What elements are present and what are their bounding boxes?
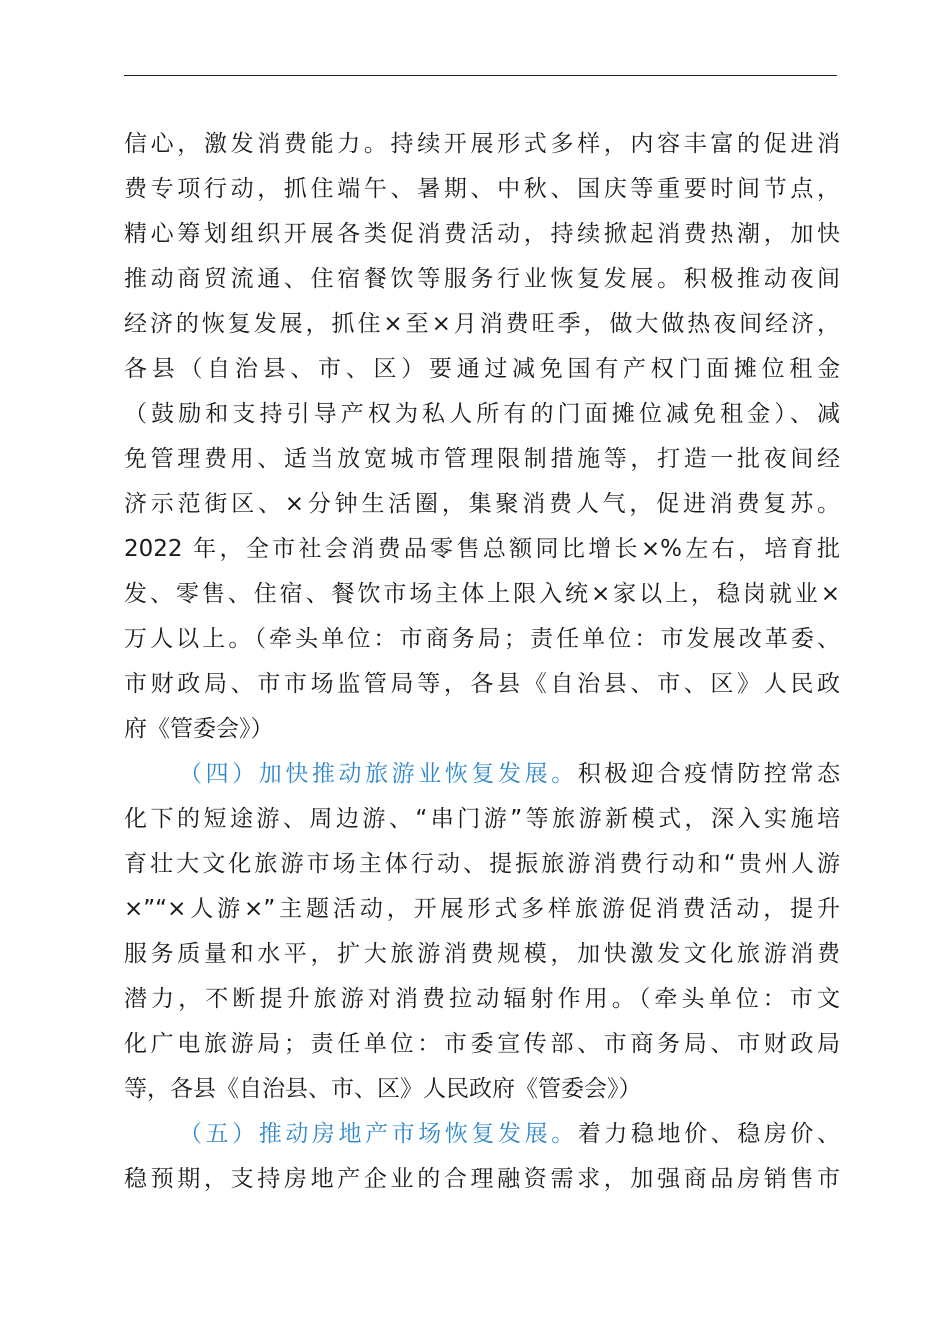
text-line: 稳预期，支持房地产企业的合理融资需求，加强商品房销售市 xyxy=(124,1166,840,1192)
text-fragment: 着力稳地价、稳房价、 xyxy=(577,1121,841,1147)
text-line: 信心，激发消费能力。持续开展形式多样，内容丰富的促进消 xyxy=(124,131,840,157)
text-line: 免管理费用、适当放宽城市管理限制措施等，打造一批夜间经 xyxy=(124,446,840,472)
text-line: ×”“×人游×”主题活动，开展形式多样旅游促消费活动，提升 xyxy=(124,896,840,922)
paragraph-consumption xyxy=(124,122,840,752)
text-line: 2022 年，全市社会消费品零售总额同比增长×%左右，培育批 xyxy=(124,536,840,562)
text-line: 潜力，不断提升旅游对消费拉动辐射作用。（牵头单位：市文 xyxy=(124,986,840,1012)
text-line: 等，各县《自治县、市、区》人民政府《管委会》） xyxy=(124,1076,642,1102)
text-line: 精心筹划组织开展各类促消费活动，持续掀起消费热潮，加快 xyxy=(124,221,840,247)
text-line: 化下的短途游、周边游、“串门游”等旅游新模式，深入实施培 xyxy=(124,806,840,832)
text-line: （鼓励和支持引导产权为私人所有的门面摊位减免租金）、减 xyxy=(124,401,840,427)
text-fragment: 积极迎合疫情防控常态 xyxy=(577,761,841,787)
text-line: 济示范街区、×分钟生活圈，集聚消费人气，促进消费复苏。 xyxy=(124,491,840,517)
section-heading-real-estate: （五）推动房地产市场恢复发展。 xyxy=(179,1121,578,1147)
text-line: 府《管委会》） xyxy=(124,716,274,742)
header-rule xyxy=(124,75,837,76)
text-line: 市财政局、市市场监管局等，各县《自治县、市、区》人民政 xyxy=(124,671,840,697)
text-line: 推动商贸流通、住宿餐饮等服务行业恢复发展。积极推动夜间 xyxy=(124,266,840,292)
text-line: 发、零售、住宿、餐饮市场主体上限入统×家以上，稳岗就业× xyxy=(124,581,840,607)
text-line: 服务质量和水平，扩大旅游消费规模，加快激发文化旅游消费 xyxy=(124,941,840,967)
text-line: 育壮大文化旅游市场主体行动、提振旅游消费行动和“贵州人游 xyxy=(124,851,840,877)
paragraph-real-estate xyxy=(124,1112,840,1202)
text-line: 费专项行动，抓住端午、暑期、中秋、国庆等重要时间节点， xyxy=(124,176,840,202)
text-line: 各县（自治县、市、区）要通过减免国有产权门面摊位租金 xyxy=(124,356,840,382)
paragraph-tourism xyxy=(124,752,840,1112)
section-heading-tourism: （四）加快推动旅游业恢复发展。 xyxy=(179,761,578,787)
text-line xyxy=(124,752,840,797)
document-body xyxy=(124,122,840,1202)
text-line: 万人以上。（牵头单位：市商务局；责任单位：市发展改革委、 xyxy=(124,626,840,652)
text-line xyxy=(124,1112,840,1157)
text-line: 化广电旅游局；责任单位：市委宣传部、市商务局、市财政局 xyxy=(124,1031,840,1057)
text-line: 经济的恢复发展，抓住×至×月消费旺季，做大做热夜间经济， xyxy=(124,311,840,337)
